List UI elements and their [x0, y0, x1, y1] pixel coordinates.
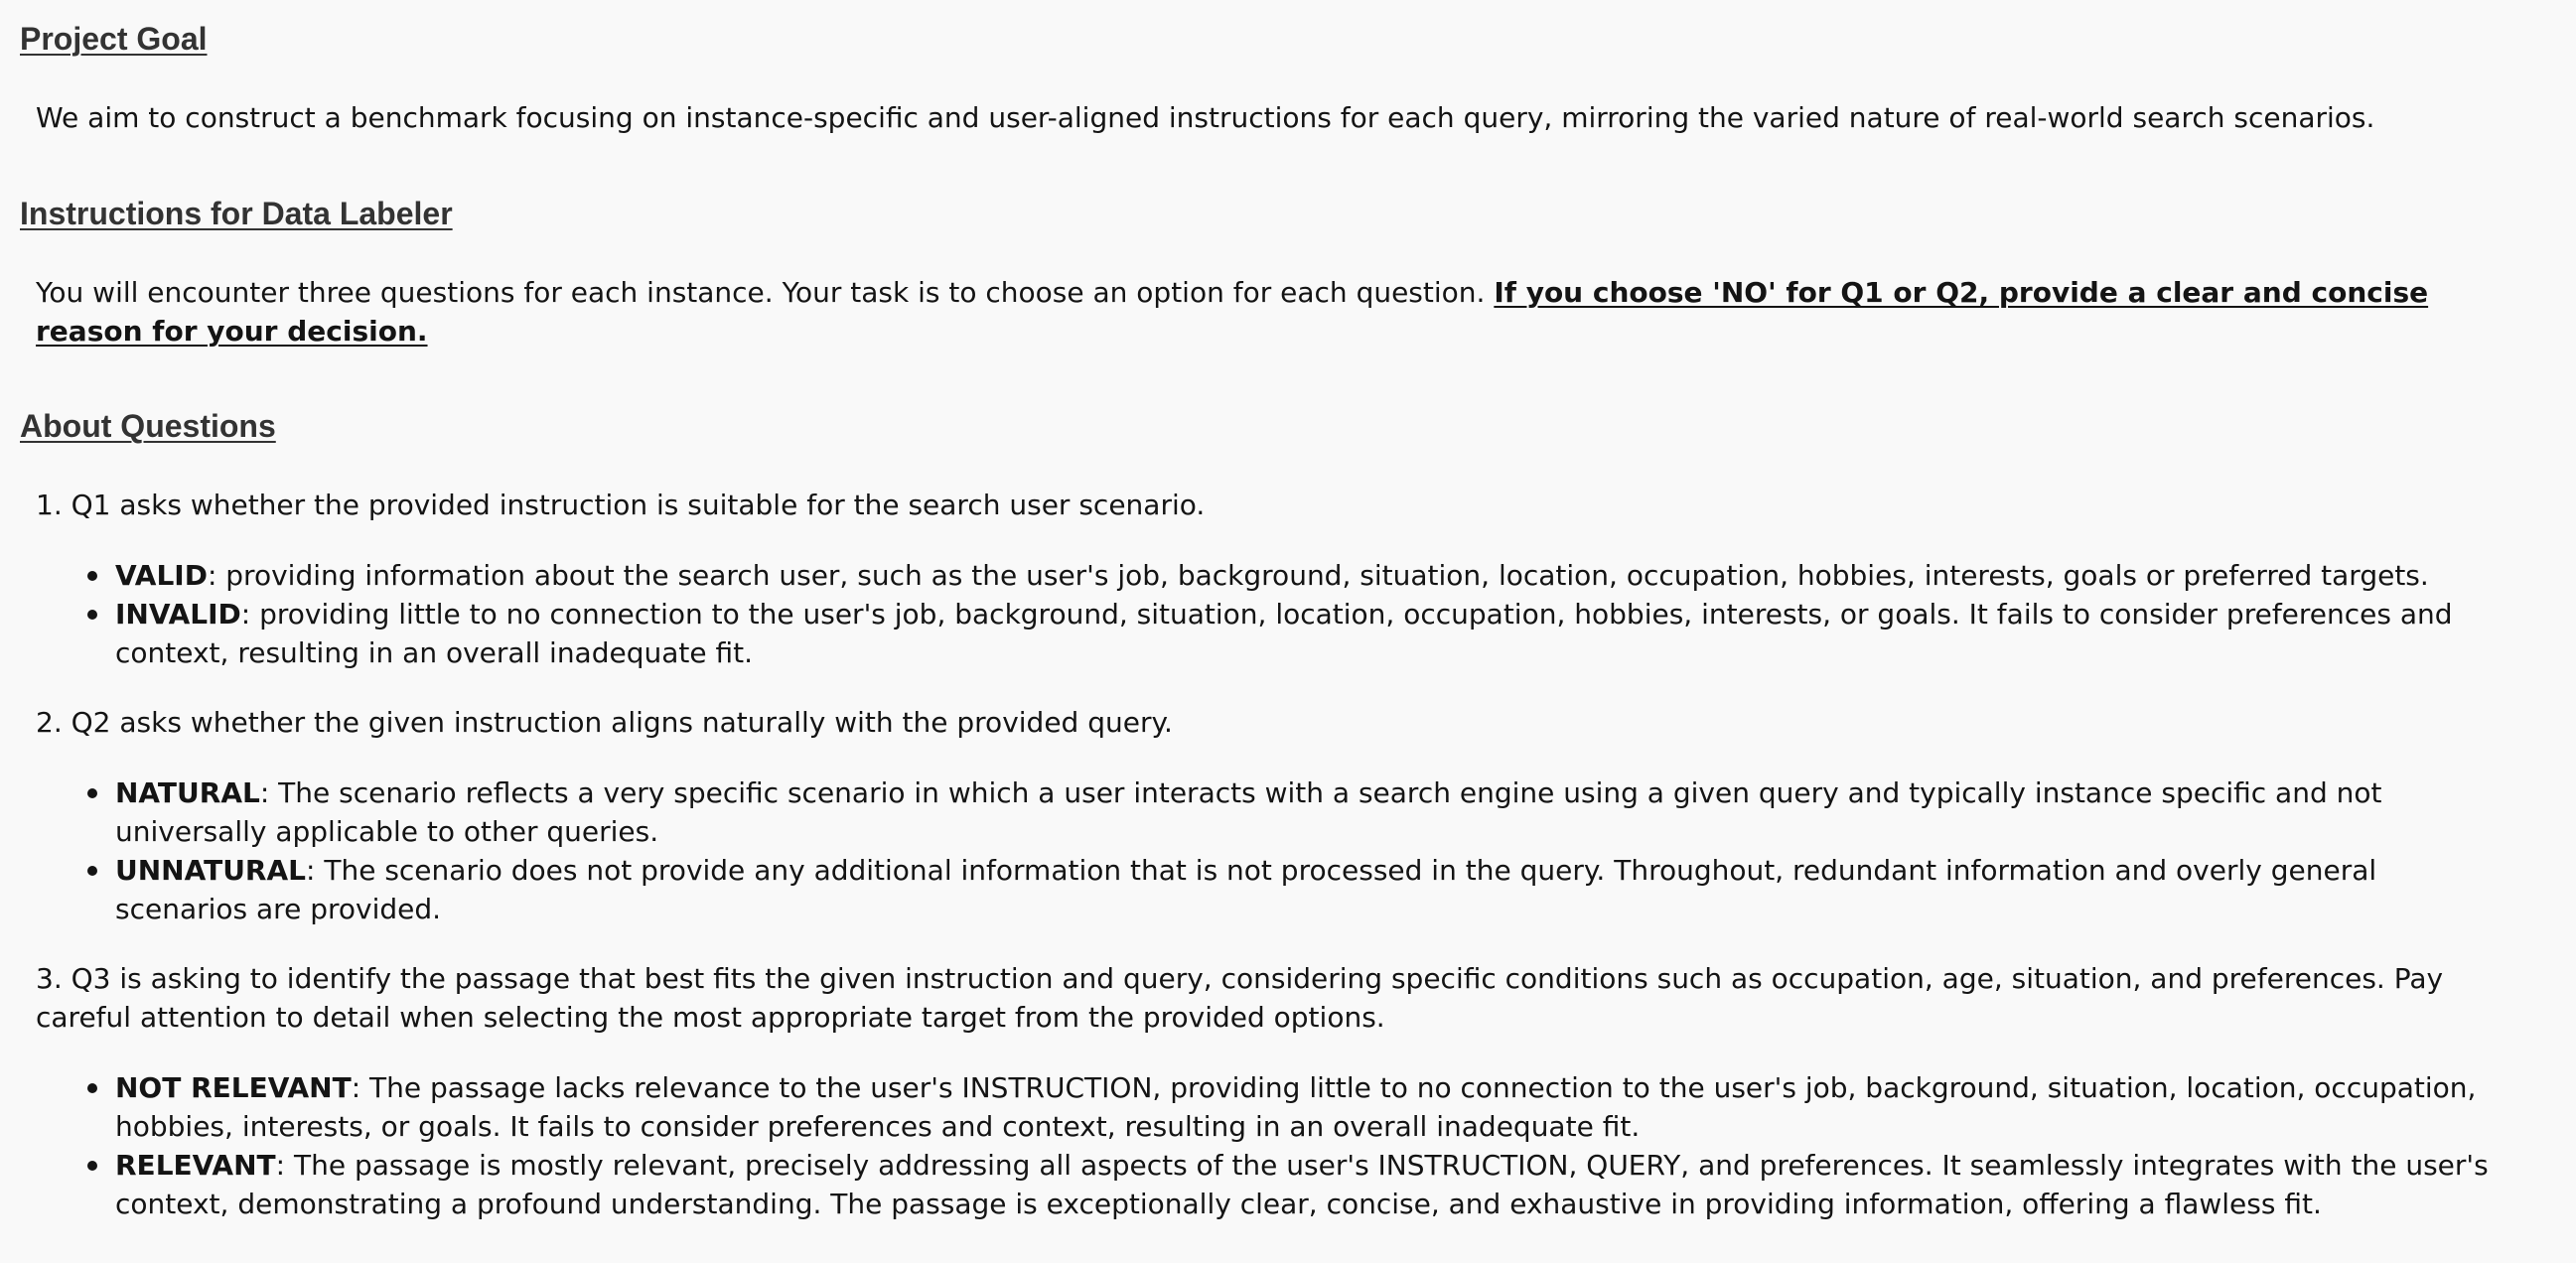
option-natural — [0, 773, 2503, 851]
option-description: : The passage is mostly relevant, precisely addressing all aspects of the user's INSTRUCTION, QUERY, and preferences. It seamlessly integrates with the user's context, demonstrating a profound understanding. The passage is exceptionally clear, concise, and exhaustive in providing information, offering a flawless fit. — [115, 1149, 2489, 1220]
option-description: : The scenario reflects a very specific scenario in which a user interacts with a search engine using a given query and typically instance specific and not universally applicable to other queries. — [115, 776, 2382, 848]
option-term: UNNATURAL — [115, 854, 307, 887]
instructions-body: You will encounter three questions for each instance. Your task is to choose an option for each question. — [36, 276, 1495, 309]
option-invalid — [0, 595, 2503, 672]
option-term: RELEVANT — [115, 1149, 276, 1182]
question-2-options — [0, 773, 2503, 928]
option-description: : The passage lacks relevance to the user's INSTRUCTION, providing little to no connection to the user's job, background, situation, location, occupation, hobbies, interests, or goals. It fails to consider preferences and context, resulting in an overall inadequate fit. — [115, 1071, 2477, 1143]
question-2-text: 2. Q2 asks whether the given instruction aligns naturally with the provided query. — [36, 706, 1173, 739]
project-goal-heading: Project Goal — [20, 21, 208, 57]
instructions-heading: Instructions for Data Labeler — [20, 196, 453, 231]
bullet-dot — [87, 866, 97, 876]
option-description: : The scenario does not provide any additional information that is not processed in the query. Throughout, redundant information and overly general scenarios are provided. — [115, 854, 2377, 925]
option-unnatural — [0, 851, 2503, 928]
question-3-options — [0, 1068, 2503, 1223]
option-term: VALID — [115, 559, 208, 592]
bullet-dot — [87, 610, 97, 620]
instructions-emphasis: If you choose 'NO' for Q1 or Q2, provide a clear and concise reason for your decision. — [36, 276, 2429, 348]
option-term: NOT RELEVANT — [115, 1071, 352, 1104]
option-description: : providing information about the search user, such as the user's job, background, situation, location, occupation, hobbies, interests, goals or preferred targets. — [207, 559, 2429, 592]
about-questions-heading: About Questions — [20, 408, 276, 444]
bullet-dot — [87, 1161, 97, 1171]
project-goal-text: We aim to construct a benchmark focusing on instance-specific and user-aligned instructions for each query, mirroring the varied nature of real-world search scenarios. — [36, 101, 2375, 134]
question-1-text: 1. Q1 asks whether the provided instruction is suitable for the search user scenario. — [36, 489, 1206, 521]
option-term: INVALID — [115, 598, 241, 631]
option-not-relevant — [0, 1068, 2503, 1146]
option-relevant — [0, 1146, 2503, 1223]
bullet-dot — [87, 1083, 97, 1093]
bullet-dot — [87, 571, 97, 581]
question-3-text: 3. Q3 is asking to identify the passage that best fits the given instruction and query, considering specific conditions such as occupation, age, situation, and preferences. Pay careful attention to detail when selecting the most appropriate target from the provided options. — [36, 962, 2444, 1034]
option-term: NATURAL — [115, 776, 260, 809]
bullet-dot — [87, 788, 97, 798]
option-description: : providing little to no connection to the user's job, background, situation, location, occupation, hobbies, interests, or goals. It fails to consider preferences and context, resulting in an overall inadequate fit. — [115, 598, 2453, 669]
question-1-options — [0, 556, 2503, 672]
instructions-text — [36, 273, 2508, 351]
option-valid — [0, 556, 2503, 595]
